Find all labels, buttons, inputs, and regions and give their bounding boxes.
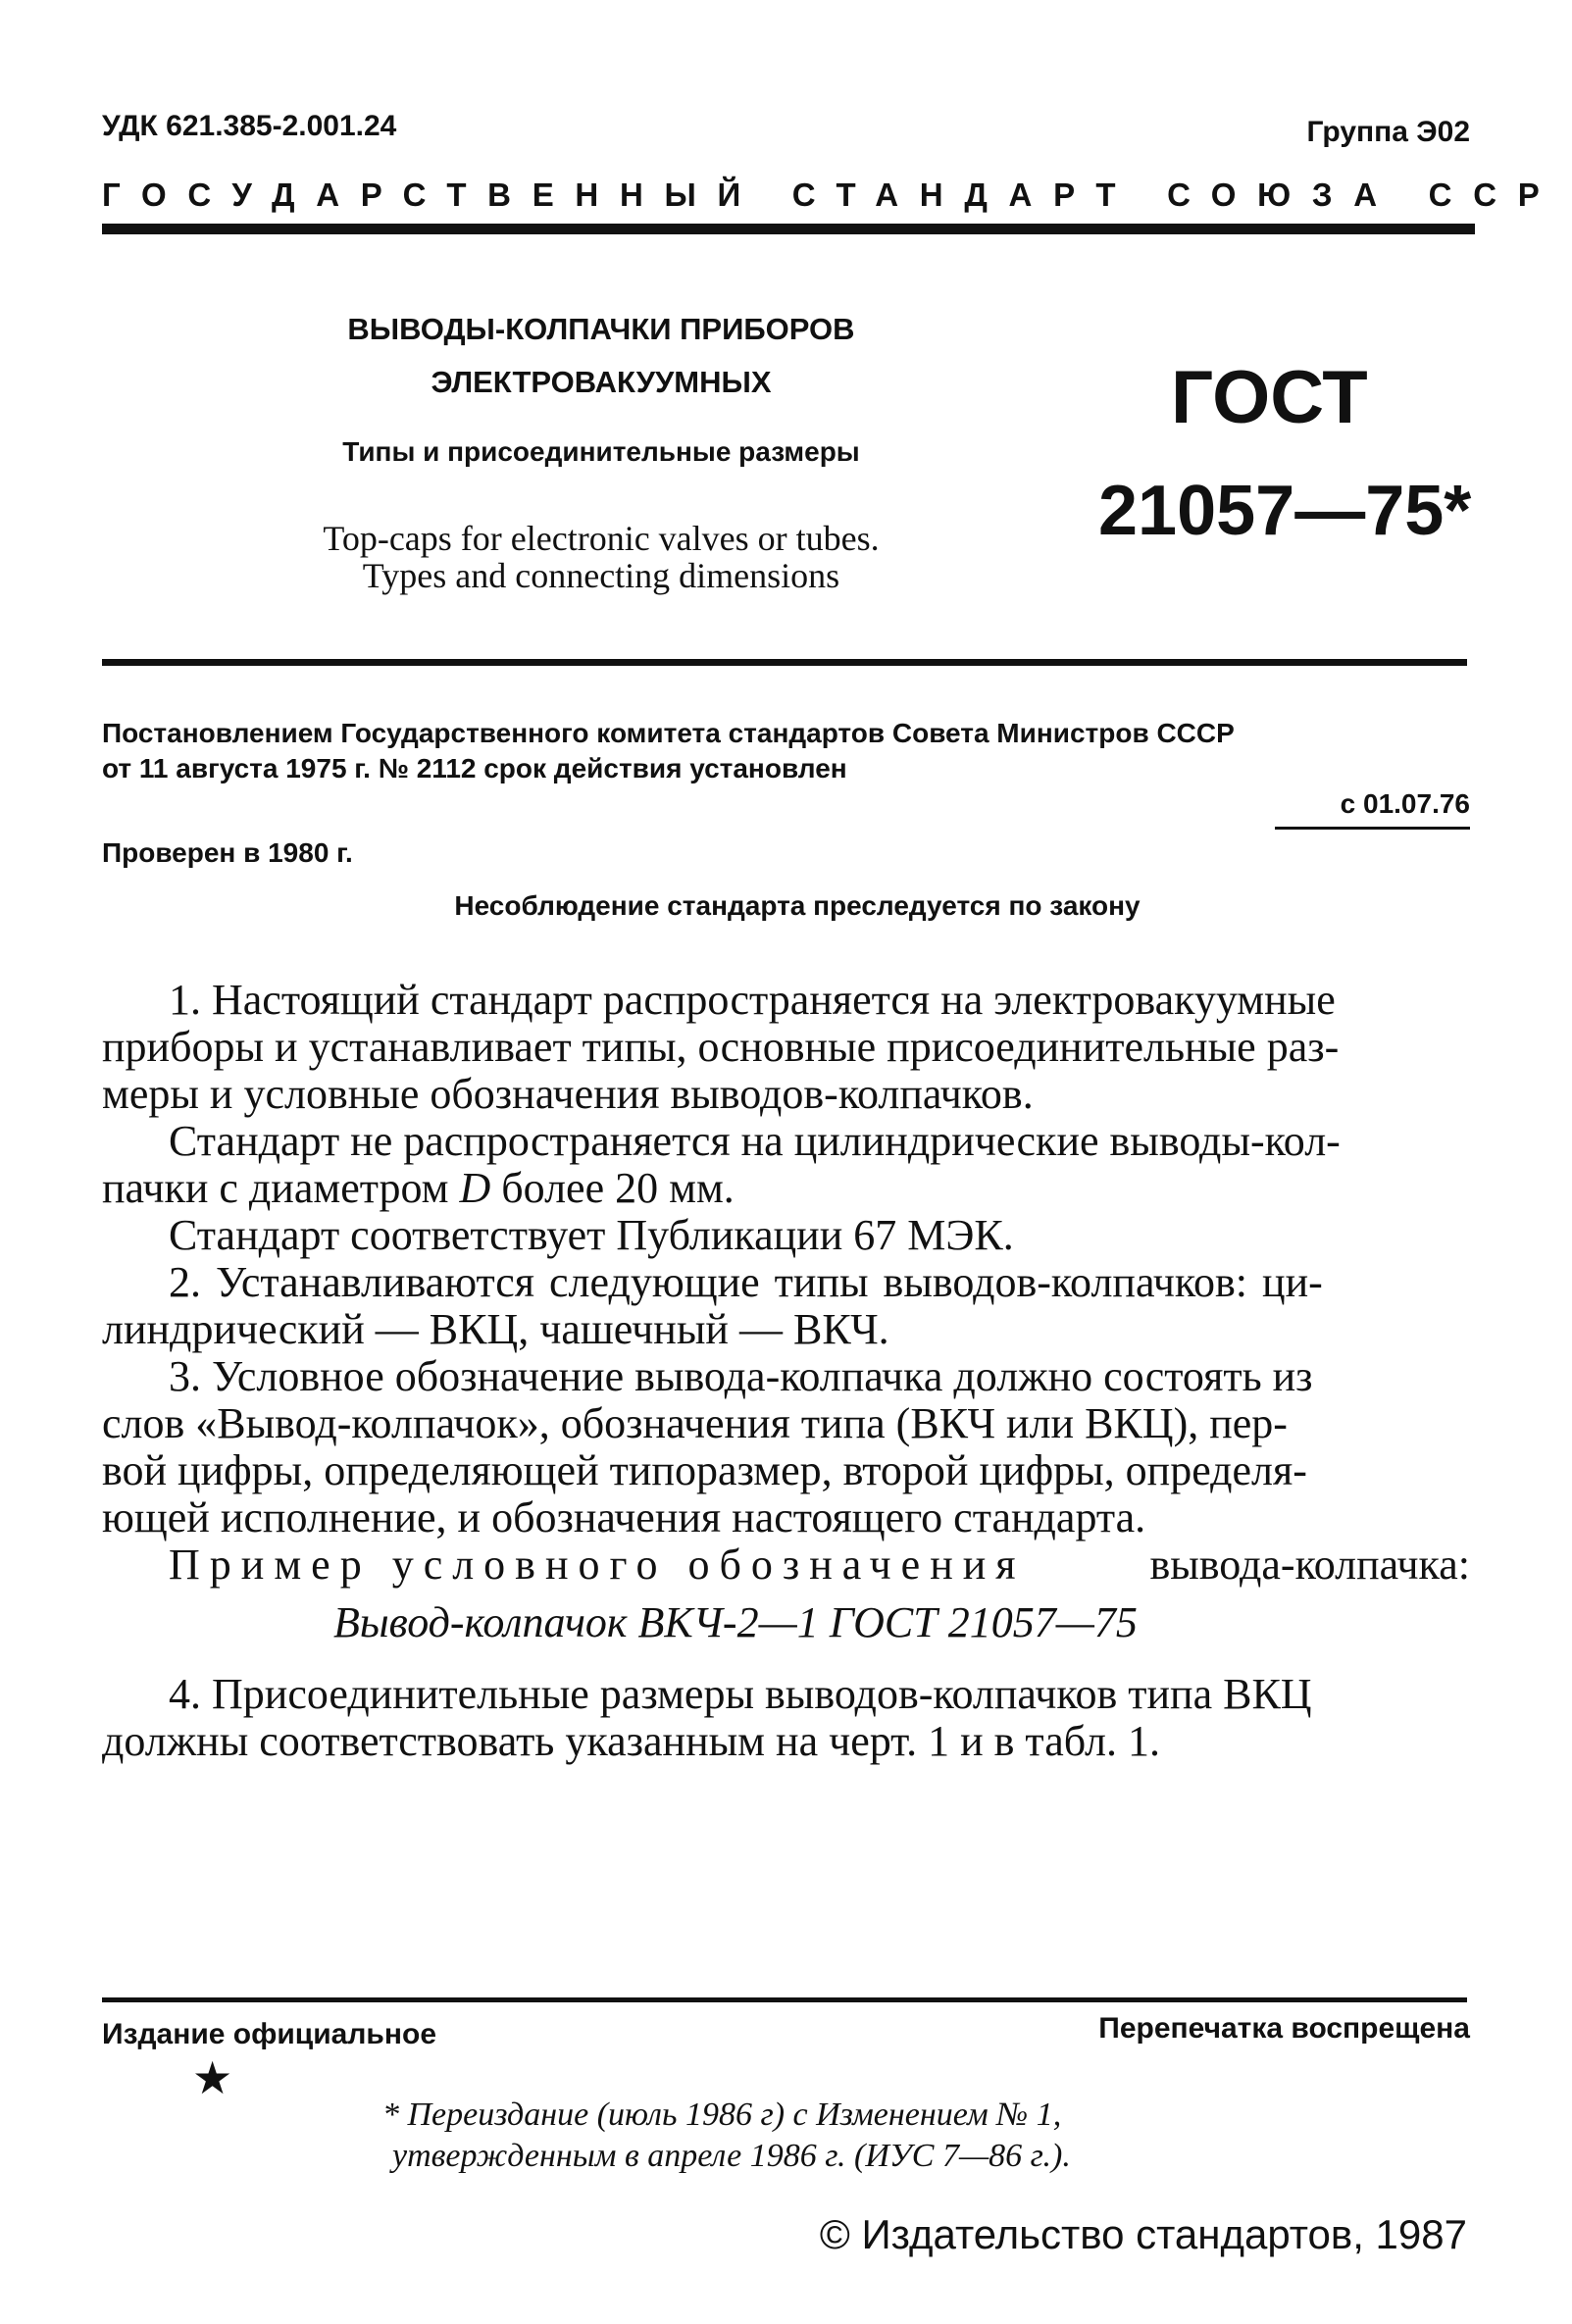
paragraph-2-line-1: Стандарт не распространяется на цилиндрические выводы-кол- xyxy=(169,1117,1341,1165)
law-warning: Несоблюдение стандарта преследуется по закону xyxy=(454,890,1141,921)
copyright: © Издательство стандартов, 1987 xyxy=(819,2211,1467,2257)
title-subtitle: Типы и присоединительные размеры xyxy=(342,436,860,467)
official-edition: Издание официальное xyxy=(102,2018,437,2050)
paragraph-1-line-2: приборы и устанавливает типы, основные присоединительные раз- xyxy=(102,1023,1340,1071)
effective-date: с 01.07.76 xyxy=(1340,788,1470,819)
paragraph-2-line-2 xyxy=(102,1164,1475,1212)
paragraph-3: Стандарт соответствует Публикации 67 МЭК. xyxy=(169,1211,1014,1259)
state-standard-heading: ГОСУДАРСТВЕННЫЙ СТАНДАРТ СОЮЗА ССР xyxy=(102,177,1561,213)
paragraph-5-line-3: вой цифры, определяющей типоразмер, второй цифры, определя- xyxy=(102,1446,1307,1494)
diameter-variable: D xyxy=(459,1164,491,1212)
paragraph-5-line-1: 3. Условное обозначение вывода-колпачка должно состоять из xyxy=(169,1352,1313,1400)
paragraph-5-line-4: ющей исполнение, и обозначения настоящего стандарта. xyxy=(102,1493,1146,1541)
paragraph-6-line-1: 4. Присоединительные размеры выводов-колпачков типа ВКЦ xyxy=(169,1670,1312,1718)
example-designation: Вывод-колпачок ВКЧ-2—1 ГОСТ 21057—75 xyxy=(333,1598,1138,1646)
title-line-1: ВЫВОДЫ-КОЛПАЧКИ ПРИБОРОВ xyxy=(347,312,855,346)
example-label-tail: вывода-колпачка: xyxy=(1149,1541,1470,1589)
paragraph-1-line-1: 1. Настоящий стандарт распространяется на электровакуумные xyxy=(169,976,1336,1024)
reissue-note-line-1: * Переиздание (июль 1986 г) с Изменением № 1, xyxy=(382,2097,1062,2133)
decree-line-2: от 11 августа 1975 г. № 2112 срок действия установлен xyxy=(102,753,847,783)
paragraph-1-line-3: меры и условные обозначения выводов-колпачков. xyxy=(102,1070,1034,1118)
reprint-prohibited: Перепечатка воспрещена xyxy=(1098,2012,1470,2045)
title-divider-rule xyxy=(102,659,1467,666)
title-english-line-2: Types and connecting dimensions xyxy=(362,556,840,595)
example-label: Пример условного обозначения xyxy=(169,1541,1026,1589)
paragraph-6-line-2: должны соответствовать указанным на черт. 1 и в табл. 1. xyxy=(102,1717,1160,1765)
paragraph-5-line-2: слов «Вывод-колпачок», обозначения типа (ВКЧ или ВКЦ), пер- xyxy=(102,1399,1288,1447)
header-thick-rule xyxy=(102,224,1475,234)
checked-note: Проверен в 1980 г. xyxy=(102,837,353,868)
gost-number: 21057—75* xyxy=(1098,472,1472,550)
star-icon: ★ xyxy=(192,2051,233,2104)
paragraph-4-line-2: линдрический — ВКЦ, чашечный — ВКЧ. xyxy=(102,1305,889,1353)
effective-date-underline xyxy=(1275,827,1470,830)
reissue-note-line-2: утвержденным в апреле 1986 г. (ИУС 7—86 г.). xyxy=(392,2138,1071,2174)
decree-line-1: Постановлением Государственного комитета стандартов Совета Министров СССР xyxy=(102,718,1235,748)
gost-label: ГОСТ xyxy=(1171,356,1368,439)
paragraph-2-text-b: более 20 мм. xyxy=(490,1164,735,1212)
udk-code: УДК 621.385-2.001.24 xyxy=(102,110,397,142)
paragraph-2-text-a: пачки с диаметром xyxy=(102,1164,460,1212)
title-english-line-1: Top-caps for electronic valves or tubes. xyxy=(323,519,880,558)
footer-rule xyxy=(102,1997,1467,2002)
title-line-2: ЭЛЕКТРОВАКУУМНЫХ xyxy=(431,365,772,399)
paragraph-4-line-1: 2. Устанавливаются следующие типы выводов-колпачков: ци- xyxy=(169,1258,1323,1306)
group-code: Группа Э02 xyxy=(1306,116,1470,148)
